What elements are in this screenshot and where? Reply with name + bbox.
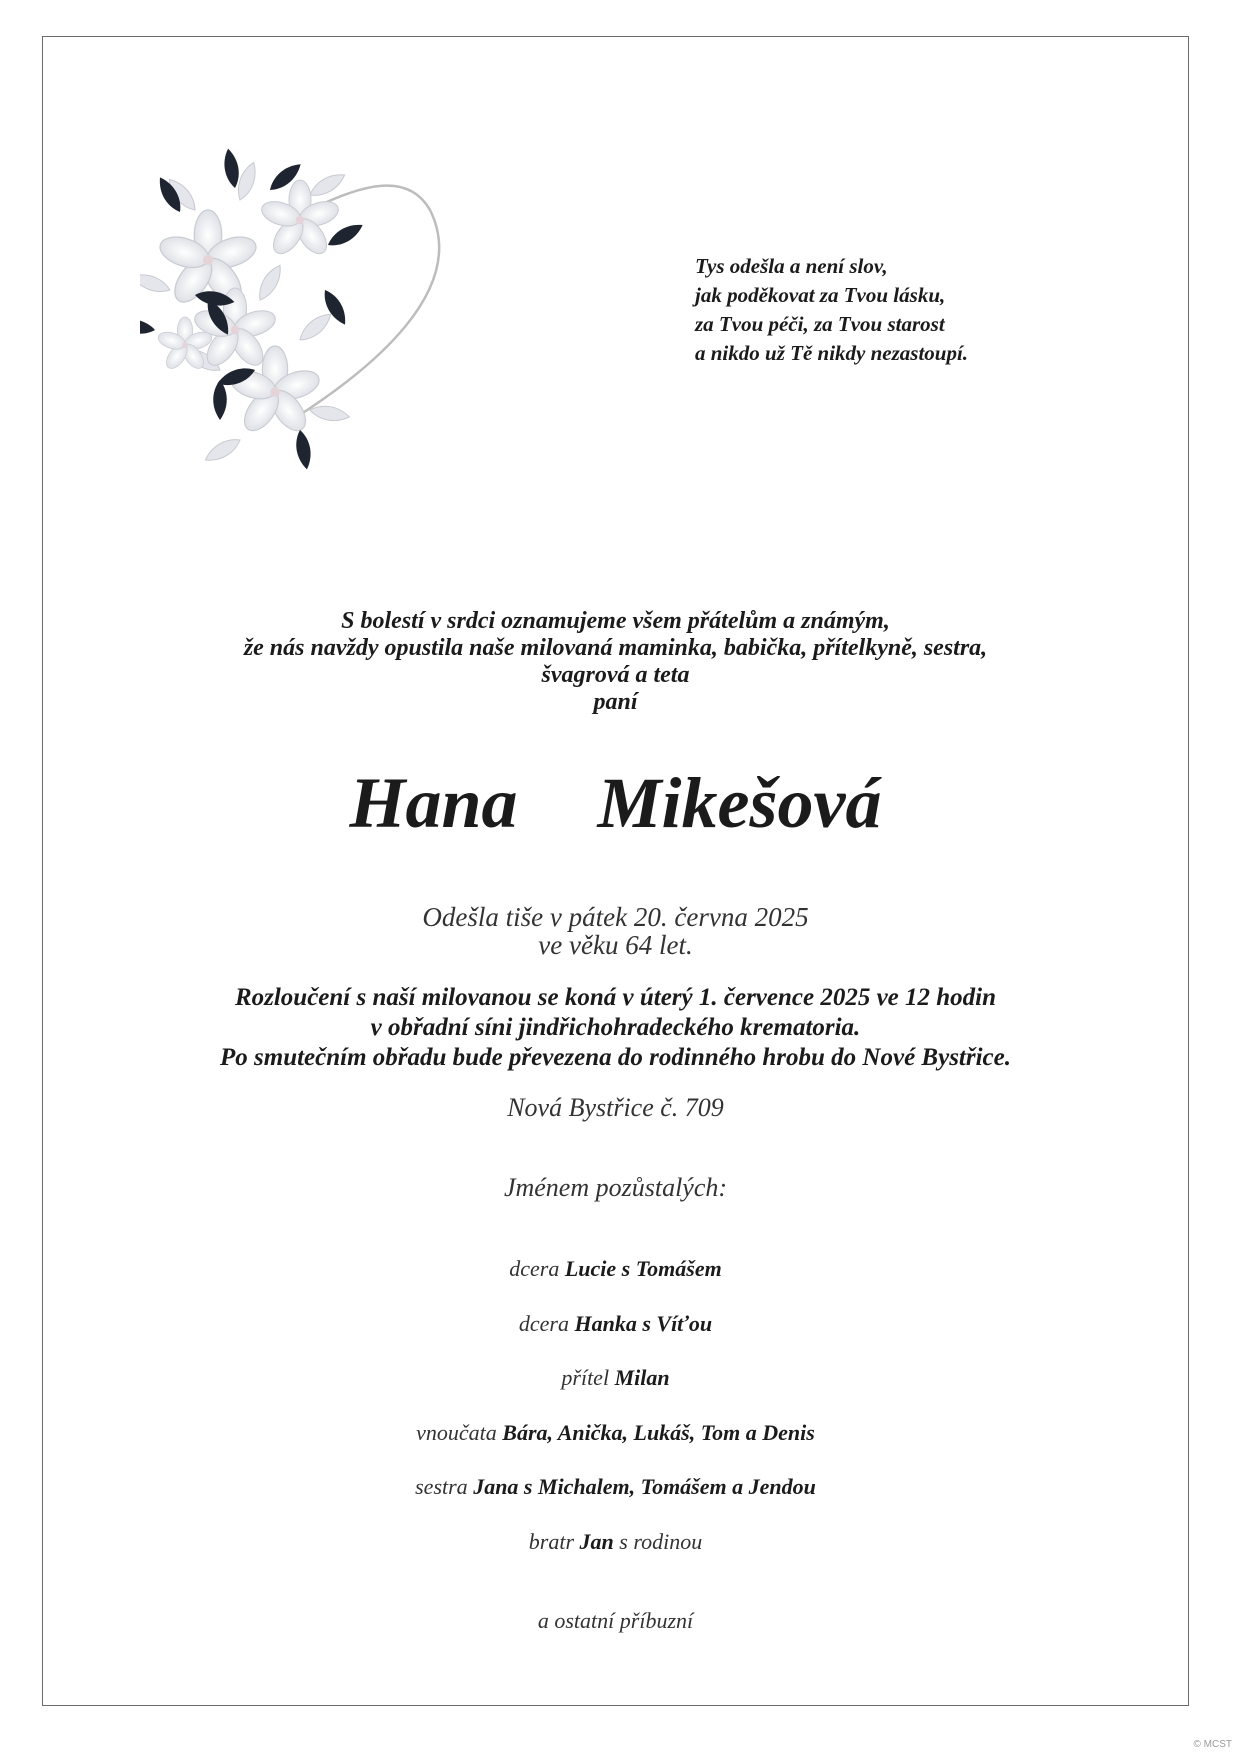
deceased-name: Hana Mikešová bbox=[349, 763, 882, 843]
death-info-line: Odešla tiše v pátek 20. června 2025 bbox=[422, 902, 809, 932]
mourner-relation: přítel bbox=[561, 1365, 610, 1390]
mourner-names: Jana s Michalem, Tomášem a Jendou bbox=[473, 1474, 816, 1499]
announcement bbox=[42, 608, 1189, 716]
mourner-item bbox=[42, 1527, 1189, 1582]
on-behalf-heading: Jménem pozůstalých: bbox=[503, 1173, 728, 1202]
farewell-info bbox=[42, 983, 1189, 1073]
mourner-suffix: s rodinou bbox=[619, 1528, 703, 1554]
mourner-names: Bára, Anička, Lukáš, Tom a Denis bbox=[502, 1419, 815, 1445]
mourner-relation: vnoučata bbox=[416, 1419, 497, 1445]
poem-line: za Tvou péči, za Tvou starost bbox=[695, 312, 945, 336]
death-info bbox=[42, 903, 1189, 959]
mourner-names: Jan bbox=[579, 1528, 614, 1554]
mourner-relation: dcera bbox=[518, 1310, 569, 1336]
mourner-names: Lucie s Tomášem bbox=[564, 1256, 722, 1281]
mourner-names: Milan bbox=[614, 1365, 670, 1390]
farewell-line: v obřadní síni jindřichohradeckého krematoria. bbox=[370, 1014, 861, 1041]
mourner-item bbox=[42, 1254, 1189, 1309]
farewell-line: Po smutečním obřadu bude převezena do rodinného hrobu do Nové Bystřice. bbox=[220, 1044, 1011, 1071]
announcement-line: paní bbox=[593, 689, 638, 715]
mourner-item bbox=[42, 1418, 1189, 1473]
poem-line: a nikdo už Tě nikdy nezastoupí. bbox=[695, 341, 969, 365]
mourner-relation: bratr bbox=[528, 1528, 575, 1554]
death-info-line: ve věku 64 let. bbox=[538, 930, 693, 960]
announcement-line: že nás navždy opustila naše milovaná maminka, babička, přítelkyně, sestra, bbox=[243, 635, 988, 661]
mourner-item bbox=[42, 1363, 1189, 1418]
credit-mark: © MCST bbox=[1193, 1739, 1232, 1750]
address: Nová Bystřice č. 709 bbox=[507, 1093, 724, 1122]
announcement-line: S bolestí v srdci oznamujeme všem přátelům a známým, bbox=[341, 608, 890, 634]
poem-line: Tys odešla a není slov, bbox=[695, 254, 888, 278]
mourner-relation: dcera bbox=[509, 1256, 560, 1281]
poem-line: jak poděkovat za Tvou lásku, bbox=[695, 283, 946, 307]
farewell-line: Rozloučení s naší milovanou se koná v úterý 1. července 2025 ve 12 hodin bbox=[234, 984, 997, 1011]
mourner-relation: sestra bbox=[415, 1474, 468, 1499]
poem bbox=[695, 252, 1115, 368]
other-relatives: a ostatní příbuzní bbox=[537, 1608, 694, 1633]
mourner-item bbox=[42, 1309, 1189, 1364]
announcement-line: švagrová a teta bbox=[541, 662, 690, 688]
mourner-names: Hanka s Víťou bbox=[574, 1310, 713, 1336]
mourner-item bbox=[42, 1472, 1189, 1527]
flower-heart-icon bbox=[140, 140, 500, 520]
mourners-list bbox=[42, 1254, 1189, 1581]
